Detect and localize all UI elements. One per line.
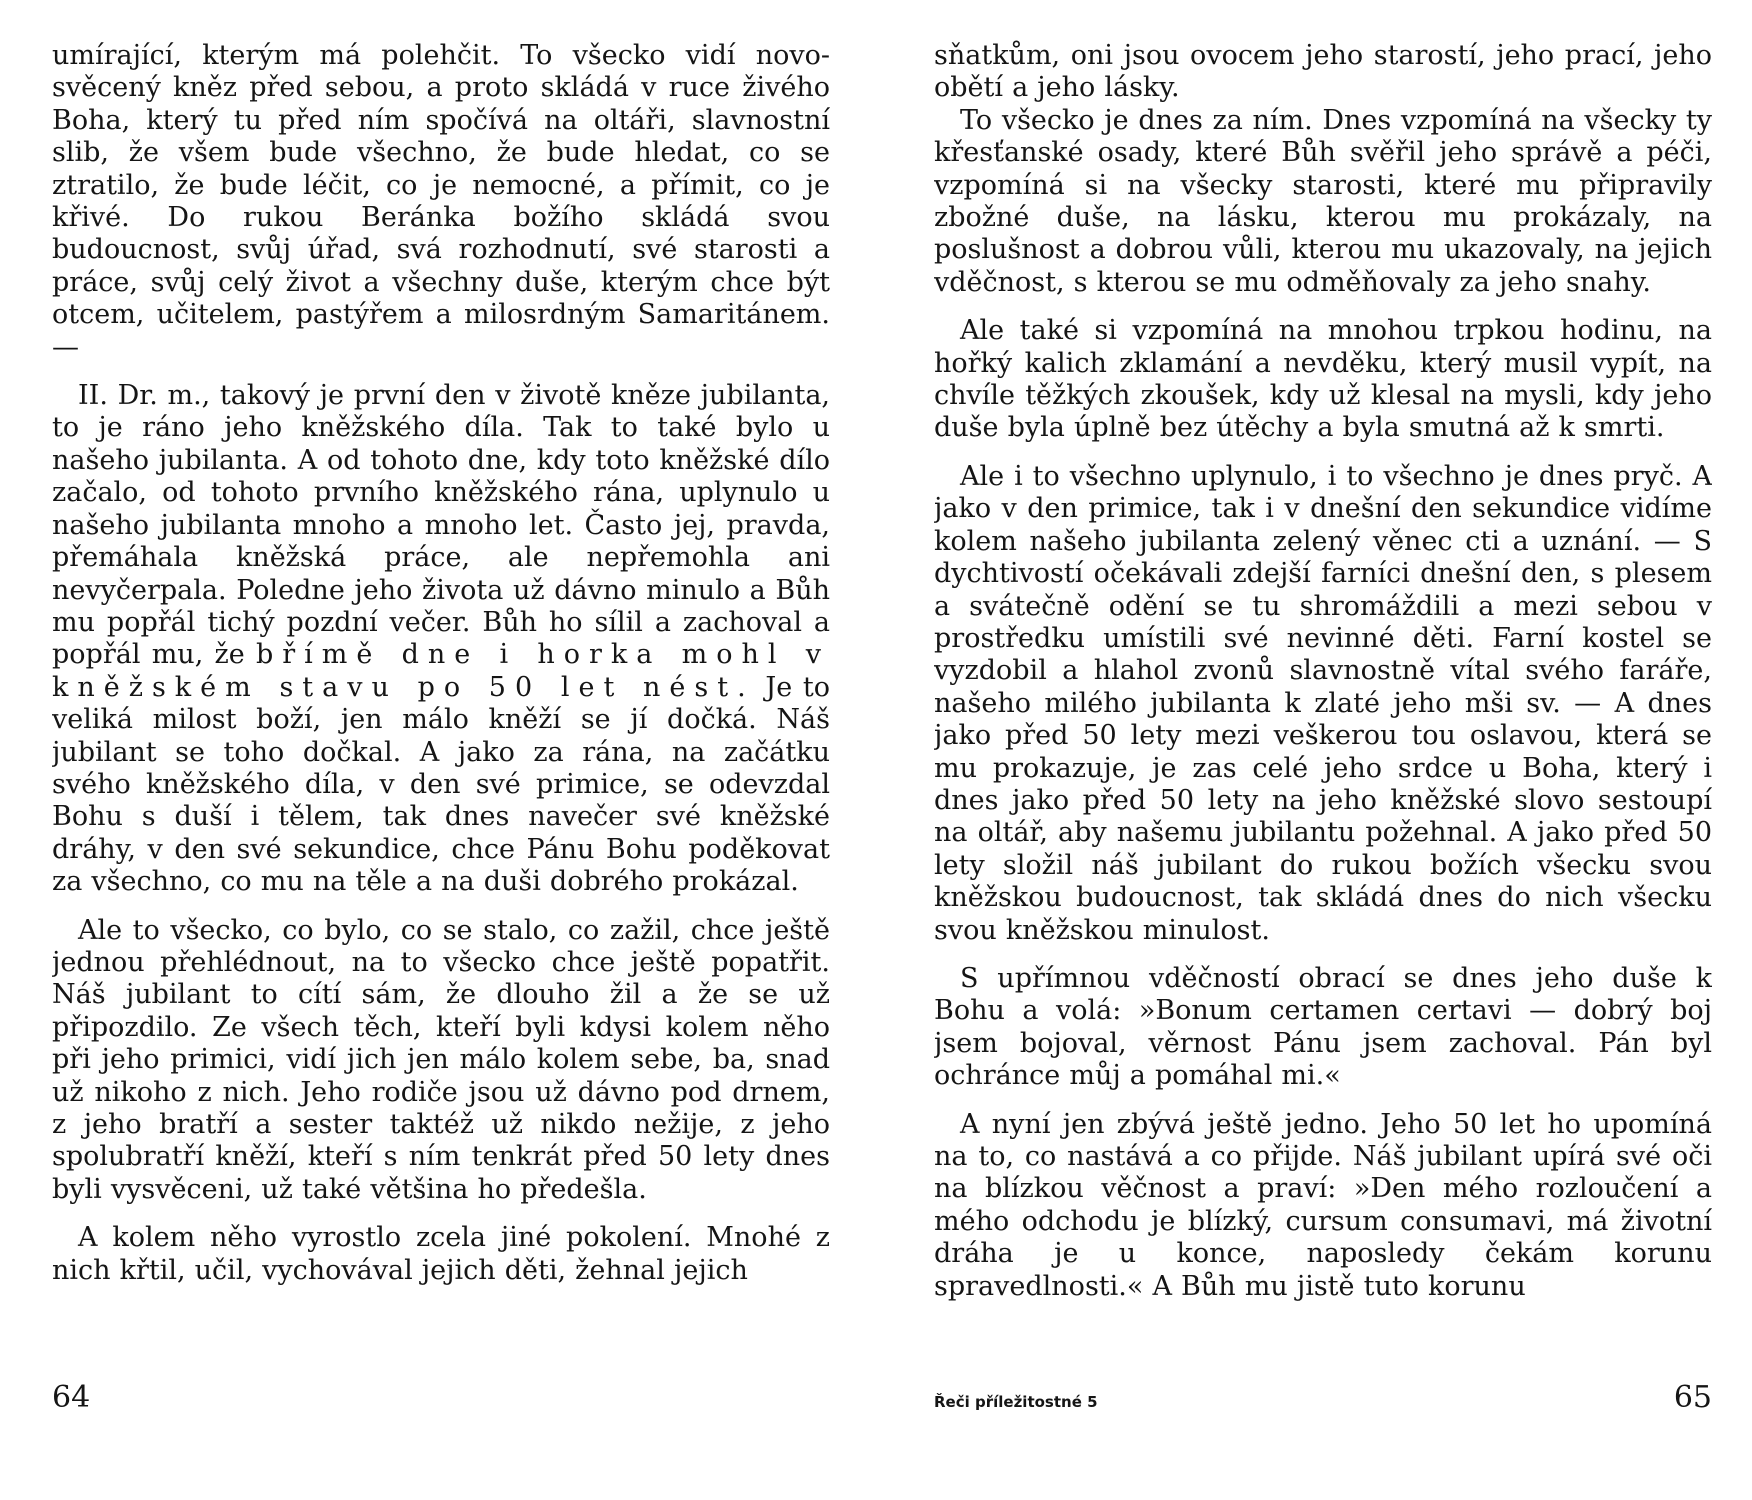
paragraph: A nyní jen zbývá ještě jedno. Jeho 50 let ho upomíná na to, co nastává a co přijde. Náš jubilant upírá své oči na blízkou věčnost a praví: »Den mého rozloučení a mého odchodu je blízký, cursum consumavi, má životní dráha je u konce, naposledy čekám korunu spravedlnosti.« A Bůh mu jistě tuto korunu (934, 1108, 1712, 1302)
page-number: 64 (52, 1380, 91, 1415)
page-number: 65 (1673, 1380, 1712, 1415)
paragraph: Ale to všecko, co bylo, co se stalo, co zažil, chce ještě jednou přehlédnout, na to všecko chce ještě popatřit. Náš jubilant to cítí sám, že dlouho žil a že se už připozdilo. Ze všech těch, kteří byli kdysi kolem něho při jeho primici, vidí jich jen málo kolem sebe, ba, snad už nikoho z nich. Jeho rodiče jsou už dávno pod drnem, z jeho bratří a sester taktéž už nikdo nežije, z jeho spolubratří kněží, kteří s ním tenkrát před 50 lety dnes byli vysvěceni, už také většina ho předešla. (52, 914, 830, 1205)
text-run: Je to veliká milost boží, jen málo kněží se jí dočká. Náš jubilant se toho dočkal. A jako za rána, na začátku svého kněžského díla, v den své primice, se odevzdal Bohu s duší i tělem, tak dnes navečer své kněžské dráhy, v den své sekundice, chce Pánu Bohu poděkovat za všechno, co mu na těle a na duši dobrého prokázal. (52, 671, 830, 898)
paragraph: A kolem něho vyrostlo zcela jiné pokolení. Mnohé z nich křtil, učil, vychovával jejich děti, žehnal jejich (52, 1222, 830, 1286)
paragraph: To všecko je dnes za ním. Dnes vzpomíná na všecky ty křesťanské osady, které Bůh svěřil jeho správě a péči, vzpomíná si na všecky starosti, které mu připravily zbožné duše, na lásku, kterou mu prokázaly, na poslušnost a dobrou vůli, kterou mu ukazovaly, na jejich vděčnost, s kterou se mu odměňovaly za jeho snahy. (934, 104, 1712, 298)
right-page-text (934, 40, 1712, 1303)
text-run: II. Dr. m., takový je první den v životě kněze jubilanta, to je ráno jeho kněžského díla. Tak to také bylo u našeho jubilanta. A od tohoto dne, kdy toto kněžské dílo začalo, od tohoto prvního kněžského rána, uplynulo u našeho jubilanta mnoho a mnoho let. Často jej, pravda, přemáhala kněžská práce, ale nepřemohla ani nevyčerpala. Poledne jeho života už dávno minulo a Bůh mu popřál tichý pozdní večer. Bůh ho sílil a zachoval a popřál mu, že (52, 380, 830, 671)
spaced-emphasis: břímě dne i horka mohl v kněžském stavu po 50 let nést. (52, 639, 830, 703)
left-page (52, 40, 830, 1480)
paragraph: umírající, kterým má polehčit. To všecko vidí novosvěcený kněz před sebou, a proto skládá v ruce živého Boha, který tu před ním spočívá na oltáři, slavnostní slib, že všem bude všechno, že bude hledat, co se ztratilo, že bude léčit, co je nemocné, a přímit, co je křivé. Do rukou Beránka božího skládá svou budoucnost, svůj úřad, svá rozhodnutí, své starosti a práce, svůj celý život a všechny duše, kterým chce být otcem, učitelem, pastýřem a milosrdným Samaritánem. — (52, 40, 830, 363)
paragraph: S upřímnou vděčností obrací se dnes jeho duše k Bohu a volá: »Bonum certamen certavi — dobrý boj jsem bojoval, věrnost Pánu jsem zachoval. Pán byl ochránce můj a pomáhal mi.« (934, 962, 1712, 1092)
printer-signature: Řeči příležitostné 5 (934, 1393, 1098, 1411)
right-page (934, 40, 1712, 1480)
paragraph: Ale i to všechno uplynulo, i to všechno je dnes pryč. A jako v den primice, tak i v dnešní den sekundice vidíme kolem našeho jubilanta zelený věnec cti a uznání. — S dychtivostí očekávali zdejší farníci dnešní den, s plesem a svátečně odění se tu shromáždili a mezi sebou v prostředku umístili své nevinné děti. Farní kostel se vyzdobil a hlahol zvonů slavnostně vítal svého faráře, našeho milého jubilanta k zlaté jeho mši sv. — A dnes jako před 50 lety mezi veškerou tou oslavou, která se mu prokazuje, je zas celé jeho srdce u Boha, který i dnes jako před 50 lety na jeho kněžské slovo sestoupí na oltář, aby našemu jubilantu požehnal. A jako před 50 lety složil náš jubilant do rukou božích všecku svou kněžskou budoucnost, tak skládá dnes do nich všecku svou kněžskou minulost. (934, 460, 1712, 946)
paragraph: sňatkům, oni jsou ovocem jeho starostí, jeho prací, jeho obětí a jeho lásky. (934, 40, 1712, 104)
paragraph (52, 380, 830, 899)
paragraph: Ale také si vzpomíná na mnohou trpkou hodinu, na hořký kalich zklamání a nevděku, který musil vypít, na chvíle těžkých zkoušek, kdy už klesal na mysli, kdy jeho duše byla úplně bez útěchy a byla smutná až k smrti. (934, 315, 1712, 444)
left-page-text (52, 40, 830, 1287)
